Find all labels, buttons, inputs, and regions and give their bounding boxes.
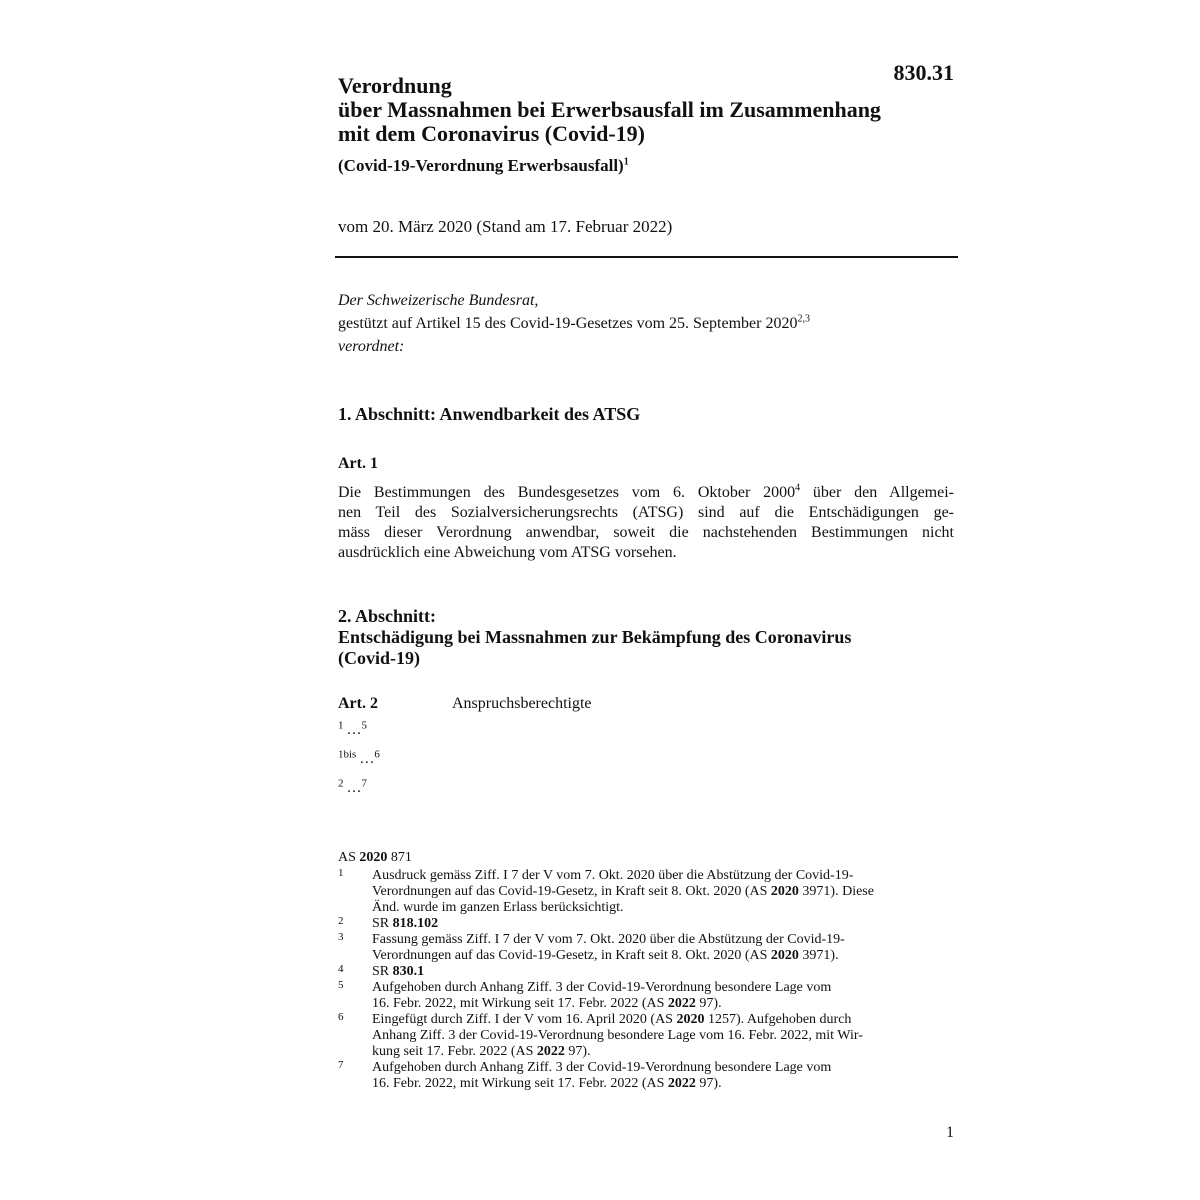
footnote: 2 SR 818.102	[338, 915, 439, 931]
article-2-label: Art. 2	[338, 695, 378, 712]
section-2-heading: 2. Abschnitt: Entschädigung bei Massnahmen zur Bekämpfung des Coronavirus (Covid-19)	[338, 606, 852, 668]
header-divider	[335, 256, 958, 258]
document-title	[338, 74, 958, 146]
footnote-ref-4[interactable]: 4	[795, 482, 801, 494]
footnote-ref-1[interactable]: 1	[623, 156, 629, 168]
footnote: 6 Eingefügt durch Ziff. I der V vom 16. April 2020 (AS 2020 1257). Aufgehoben durch Anhang Ziff. 3 der Covid-19-Verordnung besondere Lage vom 16. Febr. 2022, mit Wir- kung seit 17. Febr. 2022 (AS 2022 97).	[338, 1011, 863, 1059]
footnotes	[338, 868, 958, 1092]
article-1-line: nen Teil des Sozialversicherungsrechts (ATSG) sind auf die Entschädigungen ge-	[338, 504, 954, 521]
footnote-ref-2-3[interactable]: 2,3	[797, 313, 810, 325]
preamble-decree: verordnet:	[338, 338, 405, 355]
article-1-line: ausdrücklich eine Abweichung vom ATSG vorsehen.	[338, 544, 677, 561]
article-2-paragraph: $^{1bis}$ …$^6$	[338, 748, 380, 767]
article-2-paragraph: $^2$ …$^7$	[338, 777, 367, 796]
article-1-body	[338, 483, 954, 563]
article-1-line: Die Bestimmungen des Bundesgesetzes vom 6. Oktober 2000$^4$ über den Allgemei-	[338, 482, 955, 501]
footnote: 3 Fassung gemäss Ziff. I 7 der V vom 7. Okt. 2020 über die Abstützung der Covid-19- Verordnungen auf das Covid-19-Gesetz, in Kraft seit 8. Okt. 2020 (AS 2020 3971).	[338, 931, 845, 963]
title-line: Verordnung	[338, 73, 452, 98]
article-1-label: Art. 1	[338, 455, 378, 472]
short-title	[338, 156, 629, 176]
footnote: 1 Ausdruck gemäss Ziff. I 7 der V vom 7. Okt. 2020 über die Abstützung der Covid-19- Verordnungen auf das Covid-19-Gesetz, in Kraft seit 8. Okt. 2020 (AS 2020 3971). Diese Änd. wurde im ganzen Erlass berücksichtigt.	[338, 867, 874, 915]
footnote-ref-7[interactable]: 7	[361, 777, 367, 790]
short-title-text: (Covid-19-Verordnung Erwerbsausfall)	[338, 156, 624, 175]
footnote: 4 SR 830.1	[338, 963, 425, 979]
footnote: 5 Aufgehoben durch Anhang Ziff. 3 der Covid-19-Verordnung besondere Lage vom 16. Febr. 2022, mit Wirkung seit 17. Febr. 2022 (AS 2022 97).	[338, 979, 832, 1011]
article-2-paragraph: $^1$ …$^5$	[338, 719, 367, 738]
article-1-line: mäss dieser Verordnung anwendbar, soweit die nachstehenden Bestimmungen nicht	[338, 524, 954, 541]
title-line: über Massnahmen bei Erwerbsausfall im Zusammenhang	[338, 97, 881, 122]
section-1-heading: 1. Abschnitt: Anwendbarkeit des ATSG	[338, 404, 641, 424]
as-citation: AS 2020 871	[338, 850, 412, 865]
preamble	[338, 289, 810, 358]
footnote-ref-5[interactable]: 5	[361, 719, 367, 732]
date-line: vom 20. März 2020 (Stand am 17. Februar 2022)	[338, 217, 673, 236]
title-line: mit dem Coronavirus (Covid-19)	[338, 121, 645, 146]
footnote-ref-6[interactable]: 6	[374, 748, 380, 761]
footnote: 7 Aufgehoben durch Anhang Ziff. 3 der Covid-19-Verordnung besondere Lage vom 16. Febr. 2022, mit Wirkung seit 17. Febr. 2022 (AS 2022 97).	[338, 1059, 832, 1091]
preamble-authority: Der Schweizerische Bundesrat,	[338, 292, 539, 309]
sr-number: 830.31	[893, 60, 954, 85]
preamble-basis: gestützt auf Artikel 15 des Covid-19-Gesetzes vom 25. September 2020$^{2,3}$	[338, 313, 810, 332]
article-2-title: Anspruchsberechtigte	[452, 695, 592, 712]
page-number: 1	[946, 1124, 954, 1141]
